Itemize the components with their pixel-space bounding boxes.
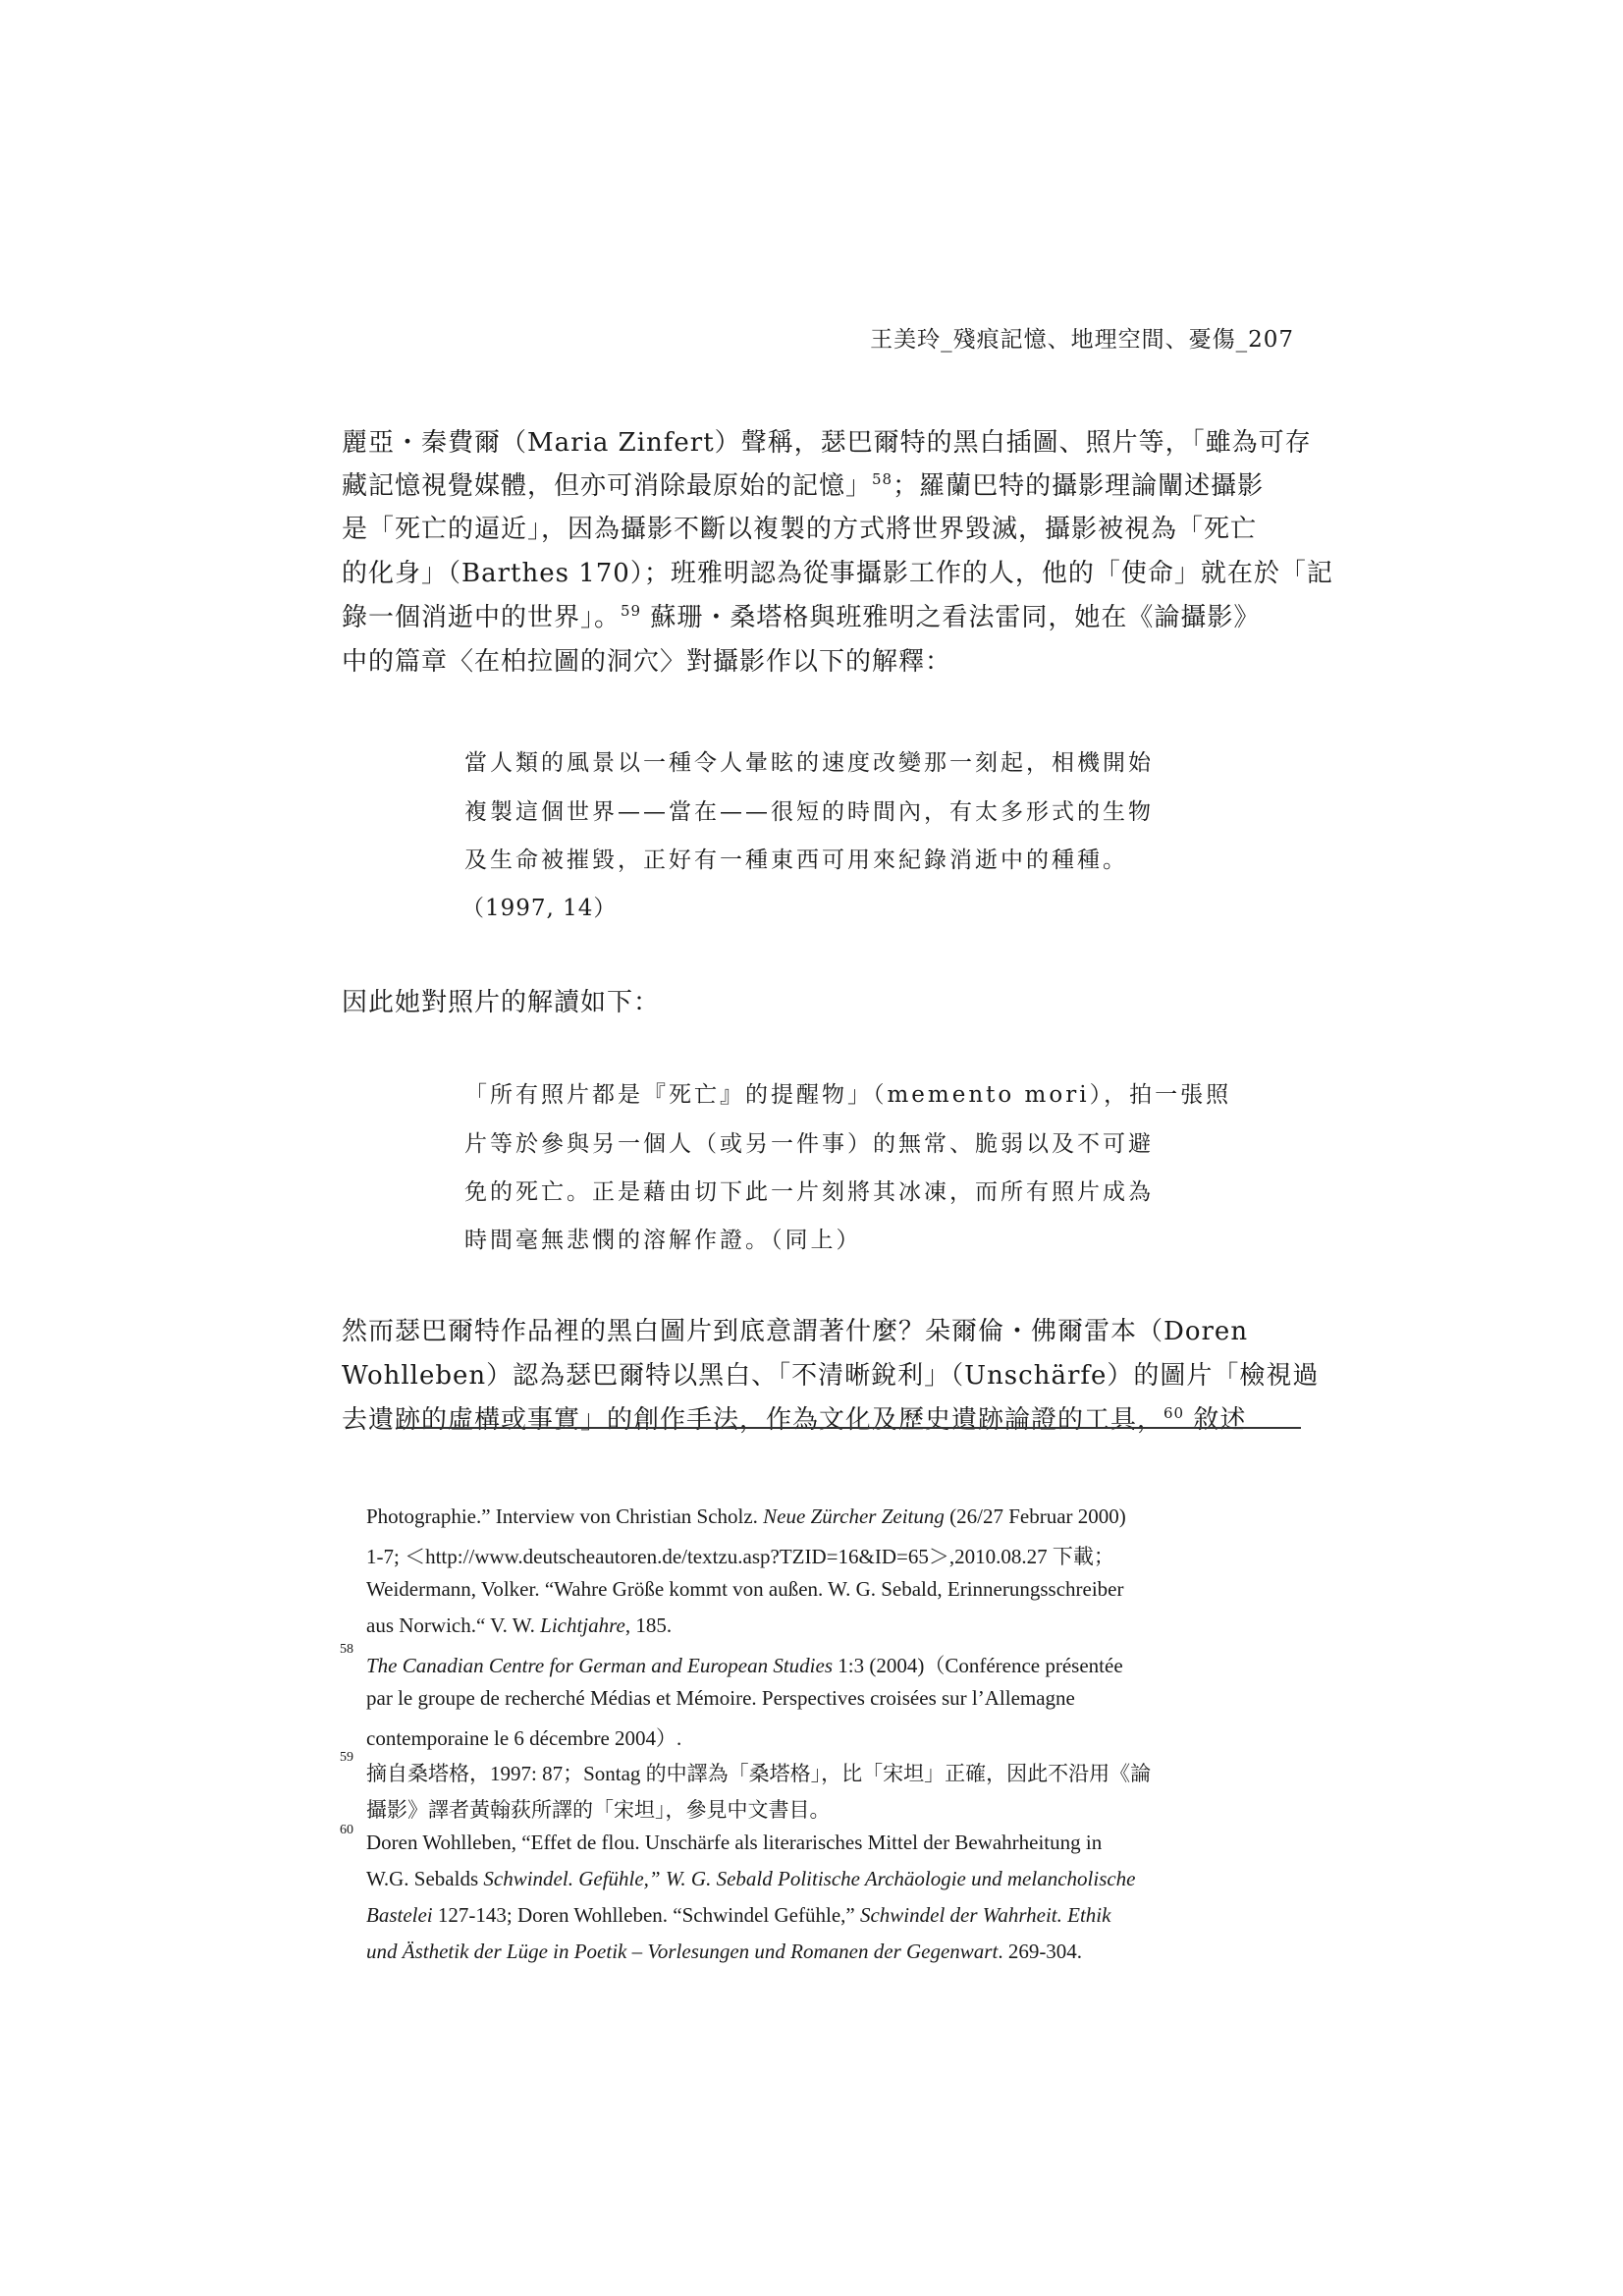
footnote-line: The Canadian Centre for German and European Studies 1:3 (2004)（Conférence présentée bbox=[366, 1654, 1123, 1677]
block-quote-line: 時間毫無悲憫的溶解作證。（同上） bbox=[464, 1228, 862, 1253]
block-quote-line: 片等於參與另一個人（或另一件事）的無常、脆弱以及不可避 bbox=[464, 1131, 1154, 1157]
footnote-number: 59 bbox=[340, 1750, 353, 1765]
footnote-divider bbox=[398, 1427, 1301, 1429]
body-line: 中的篇章〈在柏拉圖的洞穴〉對攝影作以下的解釋： bbox=[342, 647, 952, 677]
block-quote-line: 當人類的風景以一種令人暈眩的速度改變那一刻起，相機開始 bbox=[464, 750, 1154, 776]
footnote-ref[interactable]: 60 bbox=[1163, 1404, 1185, 1422]
footnote-ref[interactable]: 59 bbox=[621, 602, 642, 620]
block-quote-line: 及生命被摧毀，正好有一種東西可用來紀錄消逝中的種種。 bbox=[464, 847, 1128, 873]
body-line: 藏記憶視覺媒體，但亦可消除最原始的記憶」$^{58}$；羅蘭巴特的攝影理論闡述攝影 bbox=[342, 470, 1265, 501]
body-line: 麗亞・秦費爾（Maria Zinfert）聲稱，瑟巴爾特的黑白插圖、照片等，「雖為可存 bbox=[342, 428, 1312, 458]
footnote-line: 攝影》譯者黃翰荻所譯的「宋坦」，參見中文書目。 bbox=[366, 1798, 831, 1822]
footnote-line: aus Norwich.“ V. W. Lichtjahre, 185. bbox=[366, 1613, 673, 1637]
block-quote-line: 免的死亡。正是藉由切下此一片刻將其冰凍，而所有照片成為 bbox=[464, 1179, 1154, 1205]
footnote-line: und Ästhetik der Lüge in Poetik – Vorlesungen und Romanen der Gegenwart. 269-304. bbox=[366, 1940, 1083, 1963]
footnote-line: Photographie.” Interview von Christian Scholz. Neue Zürcher Zeitung (26/27 Februar 2000) bbox=[366, 1504, 1126, 1528]
body-line: 然而瑟巴爾特作品裡的黑白圖片到底意謂著什麼？朵爾倫・佛爾雷本（Doren bbox=[342, 1317, 1249, 1346]
footnote-line: Doren Wohlleben, “Effet de flou. Unschärfe als literarisches Mittel der Bewahrheitung in bbox=[366, 1831, 1103, 1854]
body-line: 是「死亡的逼近」，因為攝影不斷以複製的方式將世界毀滅，攝影被視為「死亡 bbox=[342, 515, 1258, 544]
footnote-line: W.G. Sebalds Schwindel. Gefühle,” W. G. Sebald Politische Archäologie und melancholische bbox=[366, 1867, 1136, 1890]
running-head: 王美玲_殘痕記憶、地理空間、憂傷_207 bbox=[870, 327, 1294, 353]
footnote-line: contemporaine le 6 décembre 2004）. bbox=[366, 1726, 682, 1750]
footnote-line: 1-7; ＜http://www.deutscheautoren.de/textzu.asp?TZID=16&ID=65＞,2010.08.27 下載； bbox=[366, 1545, 1114, 1568]
block-quote-line: 複製這個世界——當在——很短的時間內，有太多形式的生物 bbox=[464, 799, 1154, 825]
footnote-line: 摘自桑塔格，1997: 87；Sontag 的中譯為「桑塔格」，比「宋坦」正確，因此不沿用《論 bbox=[366, 1762, 1152, 1785]
body-line: 錄一個消逝中的世界」。$^{59}$ 蘇珊・桑塔格與班雅明之看法雷同，她在《論攝影》 bbox=[342, 602, 1261, 632]
body-line: 因此她對照片的解讀如下： bbox=[342, 988, 661, 1017]
footnote-number: 60 bbox=[340, 1823, 353, 1837]
footnote-ref[interactable]: 58 bbox=[872, 470, 893, 488]
footnote-number: 58 bbox=[340, 1642, 353, 1657]
footnote-line: Bastelei 127-143; Doren Wohlleben. “Schwindel Gefühle,” Schwindel der Wahrheit. Ethik bbox=[366, 1903, 1111, 1927]
block-quote-citation: （1997, 14） bbox=[461, 896, 618, 921]
body-line: 的化身」（Barthes 170）；班雅明認為從事攝影工作的人，他的「使命」就在於「記 bbox=[342, 559, 1333, 588]
body-line: 去遺跡的虛構或事實」的創作手法，作為文化及歷史遺跡論證的工具，$^{60}$ 敘述 bbox=[342, 1404, 1247, 1435]
footnote-line: par le groupe de recherché Médias et Mémoire. Perspectives croisées sur l’Allemagne bbox=[366, 1686, 1075, 1710]
footnote-line: Weidermann, Volker. “Wahre Größe kommt von außen. W. G. Sebald, Erinnerungsschreiber bbox=[366, 1577, 1124, 1601]
block-quote-line: 「所有照片都是『死亡』的提醒物」（memento mori），拍一張照 bbox=[464, 1082, 1232, 1108]
body-line: Wohlleben）認為瑟巴爾特以黑白、「不清晰銳利」（Unschärfe）的圖片「檢視過 bbox=[342, 1361, 1320, 1391]
